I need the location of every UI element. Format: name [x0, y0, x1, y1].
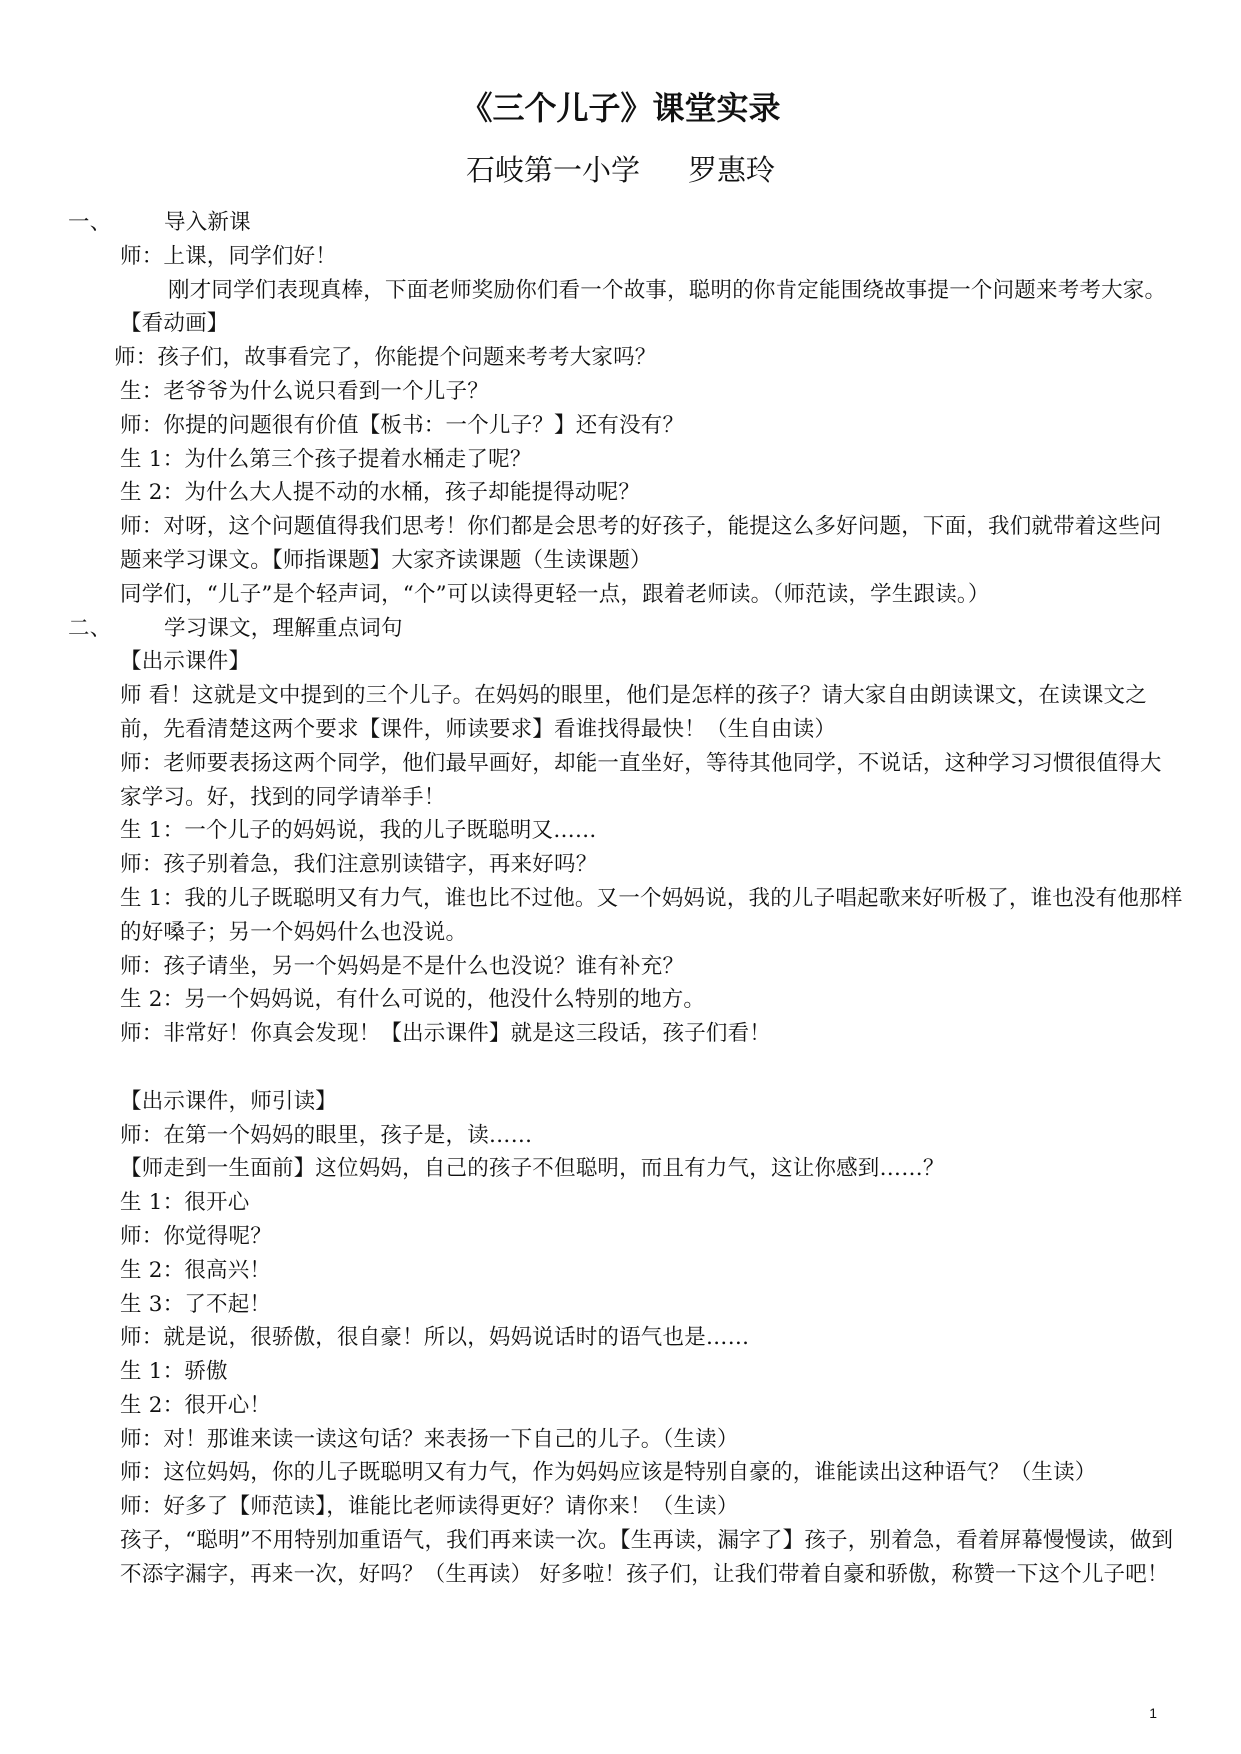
- dialogue-line: 师：对！那谁来读一读这句话？来表扬一下自己的儿子。（生读）: [120, 1426, 739, 1452]
- dialogue-line: 生 1：为什么第三个孩子提着水桶走了呢？: [120, 446, 532, 472]
- section-heading: [68, 612, 1183, 646]
- dialogue-line: 师：孩子们，故事看完了，你能提个问题来考考大家吗？: [114, 345, 657, 371]
- dialogue-line: 【师走到一生面前】这位妈妈，自己的孩子不但聪明，而且有力气，这让你感到……？: [120, 1156, 945, 1182]
- dialogue-line: 师：你觉得呢？: [120, 1223, 272, 1249]
- dialogue-line: 师：好多了【师范读】，谁能比老师读得更好？请你来！（生读）: [120, 1494, 739, 1520]
- section-heading: [68, 206, 1183, 240]
- dialogue-line: 师：老师要表扬这两个同学，他们最早画好，却能一直坐好，等待其他同学，不说话，这种学习习惯很值得大家学习。好，找到的同学请举手！: [120, 750, 1162, 810]
- dialogue-line: 师：非常好！你真会发现！【出示课件】就是这三段话，孩子们看！: [120, 1021, 772, 1047]
- dialogue-line: 生 3：了不起！: [120, 1291, 272, 1317]
- dialogue-line: 同学们，“儿子”是个轻声词，“个”可以读得更轻一点，跟着老师读。（师范读，学生跟读。）: [120, 581, 990, 607]
- section-title: 学习课文，理解重点词句: [164, 615, 403, 641]
- dialogue-line: 师：对呀，这个问题值得我们思考！你们都是会思考的好孩子，能提这么多好问题，下面，我们就带着这些问题来学习课文。【师指课题】大家齐读课题（生读课题）: [120, 514, 1162, 573]
- dialogue-line: 生：老爷爷为什么说只看到一个儿子？: [120, 378, 489, 404]
- dialogue-line: 师：你提的问题很有价值【板书：一个儿子？】还有没有？: [120, 412, 685, 438]
- courseware-note: 【出示课件，师引读】: [120, 1088, 338, 1114]
- author-school: 石岐第一小学: [465, 153, 640, 187]
- dialogue-line: 师：上课，同学们好！: [120, 243, 338, 269]
- dialogue-line: 师：这位妈妈，你的儿子既聪明又有力气，作为妈妈应该是特别自豪的，谁能读出这种语气？（生读）: [120, 1460, 1097, 1486]
- dialogue-line: 生 2：为什么大人提不动的水桶，孩子却能提得动呢？: [120, 480, 641, 506]
- dialogue-line: 生 1：我的儿子既聪明又有力气，谁也比不过他。又一个妈妈说，我的儿子唱起歌来好听极了，谁也没有他那样的好嗓子；另一个妈妈什么也没说。: [120, 885, 1183, 945]
- dialogue-line: 生 2：很开心！: [120, 1392, 272, 1418]
- dialogue-line: 生 1：很开心: [120, 1190, 250, 1216]
- dialogue-line: 生 2：很高兴！: [120, 1257, 272, 1283]
- dialogue-line: 孩子，“聪明”不用特别加重语气，我们再来读一次。【生再读，漏字了】孩子，别着急，看着屏幕慢慢读，做到不添字漏字，再来一次，好吗？（生再读） 好多啦！孩子们，让我们带着自豪和骄傲，称赞一下这个儿子吧！: [120, 1528, 1174, 1587]
- dialogue-line: 师：孩子请坐，另一个妈妈是不是什么也没说？谁有补充？: [120, 953, 685, 979]
- dialogue-line: 生 1：一个儿子的妈妈说，我的儿子既聪明又……: [120, 818, 597, 844]
- section-number: 二、: [68, 615, 112, 641]
- author-line: [0, 152, 1241, 188]
- dialogue-line: 师：孩子别着急，我们注意别读错字，再来好吗？: [120, 852, 598, 878]
- section-number: 一、: [68, 210, 112, 235]
- document-body: [68, 206, 1183, 1592]
- dialogue-line: 生 2：另一个妈妈说，有什么可说的，他没什么特别的地方。: [120, 987, 706, 1013]
- section-title: 导入新课: [164, 210, 251, 235]
- dialogue-line: 师：就是说，很骄傲，很自豪！所以，妈妈说话时的语气也是……: [120, 1325, 750, 1351]
- blank-line: [68, 1051, 1183, 1085]
- dialogue-line: 师：在第一个妈妈的眼里，孩子是，读……: [120, 1122, 533, 1148]
- page-number: 1: [1149, 1705, 1157, 1721]
- document-title: 《三个儿子》课堂实录: [460, 89, 781, 127]
- courseware-note: 【出示课件】: [120, 649, 251, 675]
- author-name: 罗惠玲: [688, 153, 776, 187]
- dialogue-line: 师 看！这就是文中提到的三个儿子。在妈妈的眼里，他们是怎样的孩子？请大家自由朗读课文，在读课文之前，先看清楚这两个要求【课件，师读要求】看谁找得最快！（生自由读）: [120, 683, 1147, 742]
- dialogue-line: 生 1：骄傲: [120, 1359, 228, 1385]
- dialogue-line: 刚才同学们表现真棒，下面老师奖励你们看一个故事，聪明的你肯定能围绕故事提一个问题来考考大家。【看动画】: [120, 277, 1167, 337]
